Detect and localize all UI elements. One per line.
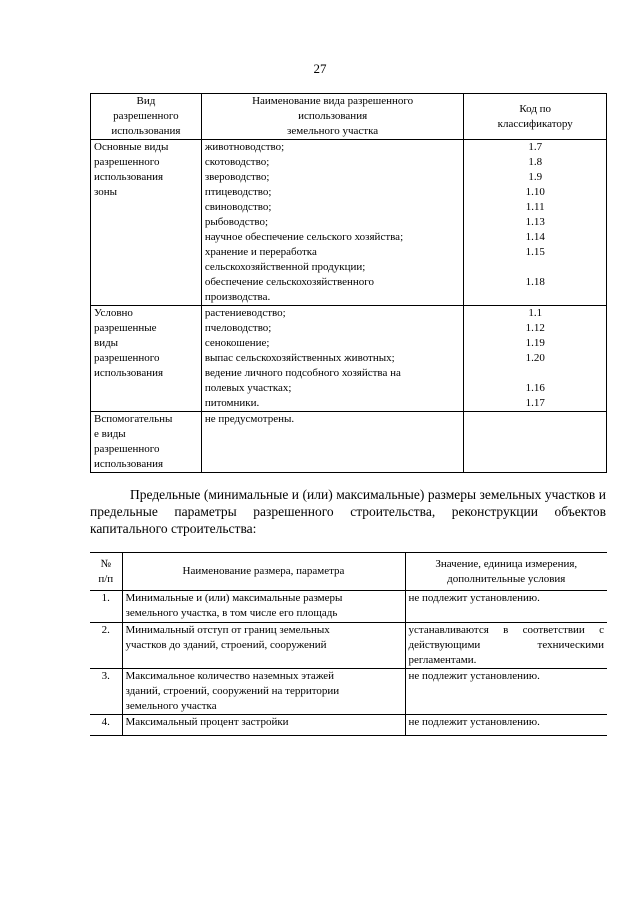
parameter-name: Максимальное количество наземных этажей зданий, строений, сооружений на территории земельного участка	[122, 669, 405, 715]
table-row-main-uses	[91, 140, 607, 306]
names-cell: растениеводство; пчеловодство; сенокошение; выпас сельскохозяйственных животных; ведение личного подсобного хозяйства на полевых участках; питомники.	[201, 306, 464, 412]
parameter-value: не подлежит установлению.	[405, 669, 607, 715]
table2-header-row	[90, 553, 607, 591]
names-cell: не предусмотрены.	[201, 412, 464, 473]
table-row	[90, 591, 607, 623]
type-cell: Основные виды разрешенного использования зоны	[91, 140, 202, 306]
parameter-name: Минимальный отступ от границ земельных участков до зданий, строений, сооружений	[122, 623, 405, 669]
row-number: 4.	[101, 716, 110, 728]
type-cell: Условно разрешенные виды разрешенного использования	[91, 306, 202, 412]
table2-header-name: Наименование размера, параметра	[122, 553, 405, 591]
parameters-table	[90, 552, 607, 736]
row-number: 3.	[90, 669, 122, 715]
codes-cell: 1.1 1.12 1.19 1.20 1.16 1.17	[464, 306, 607, 412]
land-use-types-table	[90, 93, 607, 473]
type-cell: Вспомогательны е виды разрешенного использования	[91, 412, 202, 473]
parameter-name: Минимальные и (или) максимальные размеры земельного участка, в том числе его площадь	[122, 591, 405, 623]
row-number: 1.	[90, 591, 122, 623]
parameter-name: Максимальный процент застройки	[122, 715, 405, 736]
row-number: 2.	[90, 623, 122, 669]
table2-header-num: № п/п	[90, 553, 122, 591]
table-row	[90, 669, 607, 715]
names-cell: животноводство; скотоводство; звероводство; птицеводство; свиноводство; рыбоводство; научное обеспечение сельского хозяйства; хранение и переработка сельскохозяйственной продукции; обеспечение сельскохозяйственного производства.	[201, 140, 464, 306]
page-number: 27	[313, 61, 327, 76]
table-row-conditional-uses	[91, 306, 607, 412]
table2-header-value: Значение, единица измерения, дополнительные условия	[405, 553, 607, 591]
table1-header-code: Код по классификатору	[464, 94, 607, 140]
table-row	[90, 623, 607, 669]
table1-header-name: Наименование вида разрешенного использования земельного участка	[201, 94, 464, 140]
table1-header-type: Вид разрешенного использования	[91, 94, 202, 140]
table-row-auxiliary-uses	[91, 412, 607, 473]
parameter-value: не подлежит установлению.	[405, 715, 607, 736]
codes-cell: 1.7 1.8 1.9 1.10 1.11 1.13 1.14 1.15 1.18	[464, 140, 607, 306]
parameter-value: не подлежит установлению.	[405, 591, 607, 623]
codes-cell	[464, 412, 607, 473]
parameter-value: устанавливаются в соответствии с действующими техническими регламентами.	[405, 623, 607, 669]
table-row	[90, 715, 607, 736]
table1-header-row	[91, 94, 607, 140]
paragraph: Предельные (минимальные и (или) максимальные) размеры земельных участков и предельные параметры разрешенного строительства, реконструкции объектов капитального строительства:	[90, 487, 606, 536]
